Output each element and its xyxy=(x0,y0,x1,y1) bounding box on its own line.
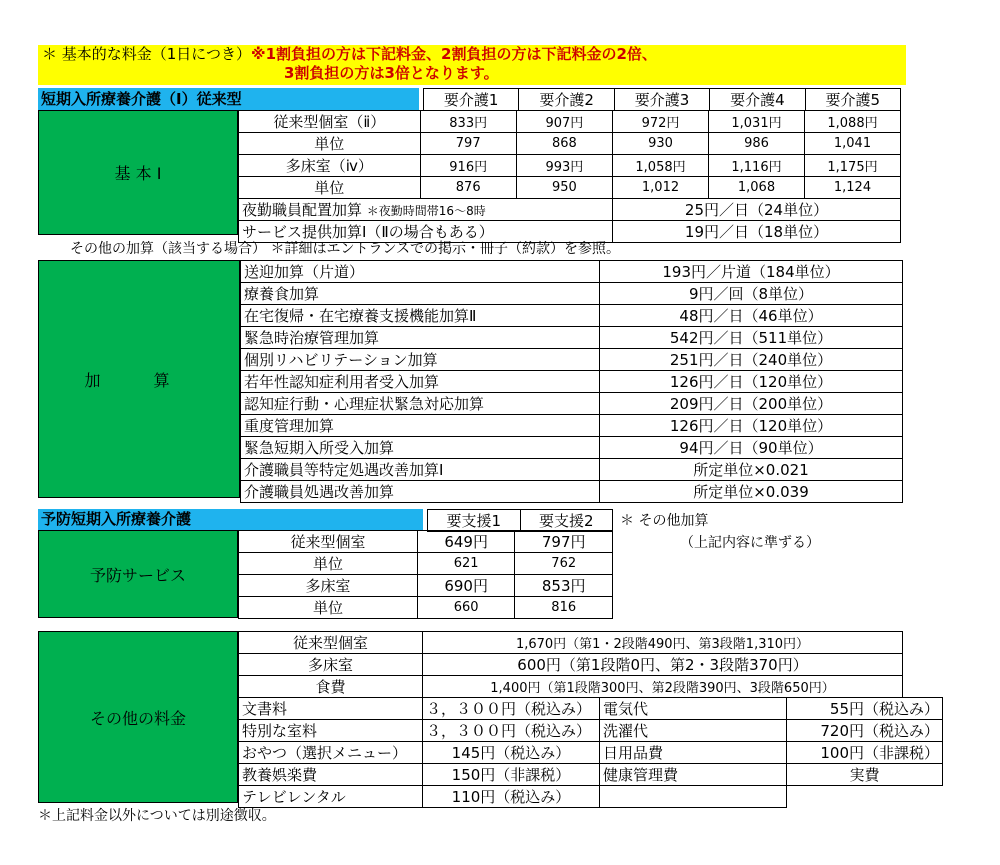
cell: 916円 xyxy=(420,155,516,177)
table-row xyxy=(239,597,613,619)
table-row xyxy=(239,676,903,698)
additions-group-label xyxy=(38,260,240,498)
night-staff-label: 夜勤職員配置加算 xyxy=(242,201,363,219)
addition-label: 送迎加算（片道） xyxy=(241,261,600,283)
prevention-table xyxy=(238,530,613,619)
misc-label: 教養娯楽費 xyxy=(239,764,423,786)
misc-value: 720円（税込み） xyxy=(787,720,943,742)
misc-value: ３，３００円（税込み） xyxy=(423,698,600,720)
cell: 876 xyxy=(420,177,516,199)
table-row xyxy=(241,305,903,327)
misc-label: 電気代 xyxy=(600,698,787,720)
level-header: 要介護1 xyxy=(424,89,519,111)
cell: 649円 xyxy=(417,531,515,553)
table-row xyxy=(239,133,901,155)
cell: 1,058円 xyxy=(613,155,709,177)
basic-group-label xyxy=(38,110,238,235)
misc-value: 145円（税込み） xyxy=(423,742,600,764)
addition-label: 緊急時治療管理加算 xyxy=(241,327,600,349)
cell: 907円 xyxy=(516,111,612,133)
misc-value xyxy=(787,786,943,808)
addition-value: 193円／片道（184単位） xyxy=(600,261,903,283)
prevention-group-label xyxy=(38,530,238,618)
table-row xyxy=(239,155,901,177)
addition-value: 251円／日（240単位） xyxy=(600,349,903,371)
table-row xyxy=(241,481,903,503)
footer-note: ＊上記料金以外については別途徴収。 xyxy=(38,808,276,824)
fee-label: 多床室 xyxy=(239,654,423,676)
table-row xyxy=(239,632,903,654)
short-stay-table xyxy=(238,110,901,243)
addition-label: 在宅復帰・在宅療養支援機能加算Ⅱ xyxy=(241,305,600,327)
addition-value: 126円／日（120単位） xyxy=(600,371,903,393)
cell: 950 xyxy=(516,177,612,199)
table-row xyxy=(241,349,903,371)
table-row xyxy=(241,283,903,305)
row-label: 多床室（ⅳ） xyxy=(239,155,421,177)
prevention-levels-header xyxy=(427,509,613,532)
misc-label: テレビレンタル xyxy=(239,786,423,808)
fee-label: 従来型個室 xyxy=(239,632,423,654)
basic-group-text: 基 本 Ⅰ xyxy=(114,164,162,183)
table-row xyxy=(239,553,613,575)
table-row xyxy=(241,327,903,349)
cell: 690円 xyxy=(417,575,515,597)
level-header: 要介護4 xyxy=(710,89,805,111)
fee-value: 600円（第1段階0円、第2・3段階370円） xyxy=(423,654,903,676)
row-label: 多床室 xyxy=(239,575,418,597)
table-row xyxy=(239,531,613,553)
other-addition-note: その他の加算（該当する場合） ＊詳細はエントランスでの掲示・冊子（約款）を参照。 xyxy=(70,241,621,257)
table-row xyxy=(241,437,903,459)
banner-red-line1: ※1割負担の方は下記料金、2割負担の方は下記料金の2倍、 xyxy=(251,45,657,63)
addition-label: 介護職員等特定処遇改善加算Ⅰ xyxy=(241,459,600,481)
cell: 660 xyxy=(417,597,515,619)
addition-value: 94円／日（90単位） xyxy=(600,437,903,459)
addition-value: 9円／回（8単位） xyxy=(600,283,903,305)
misc-label: おやつ（選択メニュー） xyxy=(239,742,423,764)
banner-red-line2: 3割負担の方は3倍となります。 xyxy=(284,64,499,82)
cell: 1,088円 xyxy=(804,111,900,133)
addition-value: 542円／日（511単位） xyxy=(600,327,903,349)
level-header: 要介護5 xyxy=(805,89,900,111)
short-stay-title: 短期入所療養介護（Ⅰ）従来型 xyxy=(38,88,419,110)
prevention-level-header: 要支援1 xyxy=(428,510,521,532)
cell: 833円 xyxy=(420,111,516,133)
table-row xyxy=(241,415,903,437)
table-row xyxy=(241,459,903,481)
table-row xyxy=(239,199,901,221)
table-row xyxy=(239,720,943,742)
cell: 1,116円 xyxy=(709,155,805,177)
prevention-title: 予防短期入所療養介護 xyxy=(38,509,423,530)
cell: 762 xyxy=(515,553,613,575)
table-row xyxy=(241,371,903,393)
prevention-side-note2: （上記内容に準ずる） xyxy=(680,535,820,551)
addition-label: 重度管理加算 xyxy=(241,415,600,437)
addition-value: 48円／日（46単位） xyxy=(600,305,903,327)
misc-value: 110円（税込み） xyxy=(423,786,600,808)
addition-label: 認知症行動・心理症状緊急対応加算 xyxy=(241,393,600,415)
table-row xyxy=(239,786,943,808)
night-staff-cell xyxy=(239,199,613,221)
table-row xyxy=(239,698,943,720)
table-row xyxy=(239,575,613,597)
cell: 1,031円 xyxy=(709,111,805,133)
fee-label: 食費 xyxy=(239,676,423,698)
short-stay-levels-header xyxy=(423,88,901,111)
prevention-side-note1: ＊ その他加算 xyxy=(620,513,709,529)
table-row xyxy=(241,393,903,415)
banner-prefix: ＊ 基本的な料金（1日につき） xyxy=(42,45,252,63)
night-staff-value: 25円／日（24単位） xyxy=(613,199,901,221)
cell: 986 xyxy=(709,133,805,155)
misc-label: 日用品費 xyxy=(600,742,787,764)
table-row xyxy=(239,654,903,676)
cell: 1,124 xyxy=(804,177,900,199)
row-label: 従来型個室 xyxy=(239,531,418,553)
cell: 1,041 xyxy=(804,133,900,155)
misc-value: 実費 xyxy=(787,764,943,786)
cell: 972円 xyxy=(613,111,709,133)
addition-label: 個別リハビリテーション加算 xyxy=(241,349,600,371)
table-row xyxy=(241,261,903,283)
row-label: 単位 xyxy=(239,133,421,155)
addition-label: 緊急短期入所受入加算 xyxy=(241,437,600,459)
misc-label: 文書料 xyxy=(239,698,423,720)
cell: 797円 xyxy=(515,531,613,553)
night-staff-note: ＊夜勤時間帯16～8時 xyxy=(366,204,486,218)
cell: 993円 xyxy=(516,155,612,177)
misc-value: 100円（非課税） xyxy=(787,742,943,764)
cell: 930 xyxy=(613,133,709,155)
misc-label xyxy=(600,786,787,808)
cell: 1,068 xyxy=(709,177,805,199)
cell: 621 xyxy=(417,553,515,575)
addition-label: 若年性認知症利用者受入加算 xyxy=(241,371,600,393)
table-row xyxy=(239,177,901,199)
cell: 797 xyxy=(420,133,516,155)
addition-label: 介護職員処遇改善加算 xyxy=(241,481,600,503)
service-value: 19円／日（18単位） xyxy=(613,221,901,243)
additions-table xyxy=(240,260,903,503)
table-row xyxy=(239,764,943,786)
row-label: 単位 xyxy=(239,177,421,199)
misc-value: 150円（非課税） xyxy=(423,764,600,786)
addition-label: 療養食加算 xyxy=(241,283,600,305)
other-fees-group-text: その他の料金 xyxy=(89,708,186,728)
prevention-group-text: 予防サービス xyxy=(89,565,186,585)
table-row xyxy=(239,111,901,133)
room-fees-table xyxy=(238,631,903,698)
prevention-level-header: 要支援2 xyxy=(520,510,613,532)
row-label: 単位 xyxy=(239,553,418,575)
other-fees-group-label xyxy=(38,631,238,803)
fee-value: 1,400円（第1段階300円、第2段階390円、3段階650円） xyxy=(423,676,903,698)
fee-value: 1,670円（第1・2段階490円、第3段階1,310円） xyxy=(423,632,903,654)
addition-value: 126円／日（120単位） xyxy=(600,415,903,437)
cell: 816 xyxy=(515,597,613,619)
row-label: 単位 xyxy=(239,597,418,619)
table-row xyxy=(239,742,943,764)
cell: 1,012 xyxy=(613,177,709,199)
level-header: 要介護2 xyxy=(519,89,614,111)
row-label: 従来型個室（ⅱ） xyxy=(239,111,421,133)
service-label: サービス提供加算Ⅰ（Ⅱの場合もある） xyxy=(239,221,613,243)
misc-value: ３，３００円（税込み） xyxy=(423,720,600,742)
level-header: 要介護3 xyxy=(614,89,709,111)
fee-banner xyxy=(38,45,906,85)
misc-label: 洗濯代 xyxy=(600,720,787,742)
cell: 853円 xyxy=(515,575,613,597)
addition-value: 所定単位×0.039 xyxy=(600,481,903,503)
misc-value: 55円（税込み） xyxy=(787,698,943,720)
misc-label: 健康管理費 xyxy=(600,764,787,786)
additions-group-text: 加 算 xyxy=(84,370,194,390)
cell: 1,175円 xyxy=(804,155,900,177)
cell: 868 xyxy=(516,133,612,155)
misc-label: 特別な室料 xyxy=(239,720,423,742)
addition-value: 所定単位×0.021 xyxy=(600,459,903,481)
addition-value: 209円／日（200単位） xyxy=(600,393,903,415)
misc-fees-table xyxy=(238,697,943,808)
